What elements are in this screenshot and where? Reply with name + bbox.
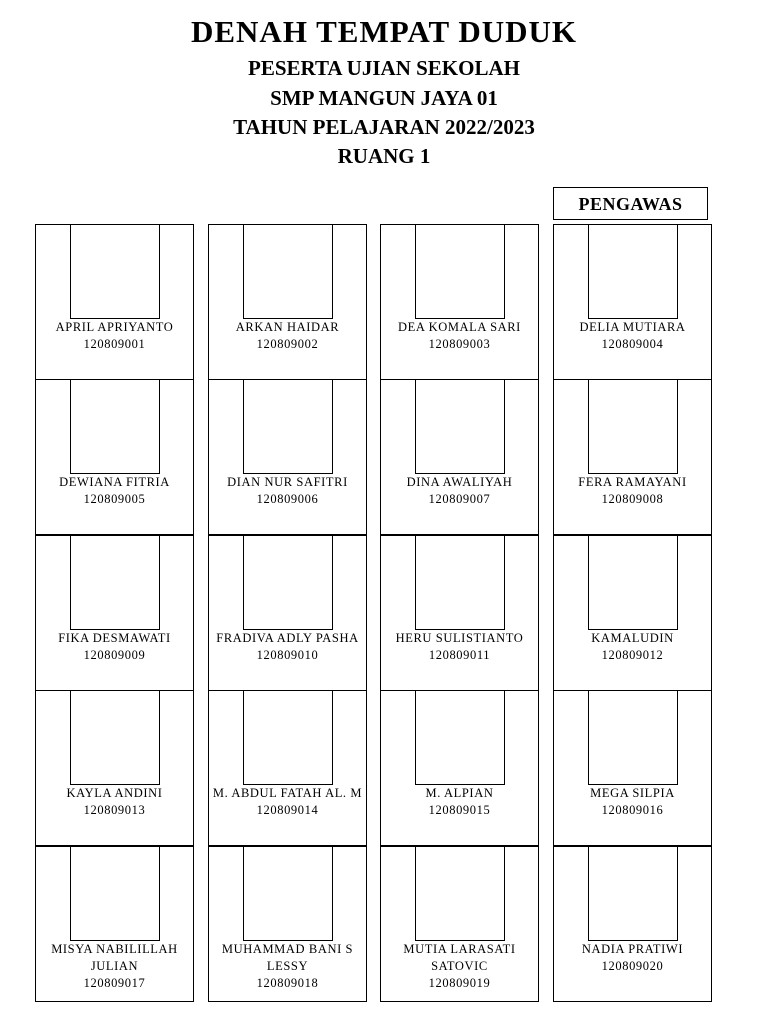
seat-cell: [35, 535, 194, 691]
photo-box: [415, 379, 505, 474]
student-id: 120809006: [256, 492, 319, 506]
seat-cell: [380, 690, 539, 846]
photo-box: [588, 690, 678, 785]
seat-cell: [208, 379, 367, 535]
student-name: MISYA NABILILLAH JULIAN: [51, 942, 178, 973]
photo-box: [415, 224, 505, 319]
seat-cell: [553, 224, 712, 380]
student-id: 120809004: [601, 337, 664, 351]
student-name: FERA RAMAYANI: [578, 475, 687, 489]
seat-cell: [380, 846, 539, 1002]
student-name-block: [211, 630, 364, 664]
seat-cell: [553, 846, 712, 1002]
photo-box: [70, 846, 160, 941]
seat-cell: [553, 535, 712, 691]
student-id: 120809005: [83, 492, 146, 506]
subtitle-school: SMP MANGUN JAYA 01: [270, 86, 498, 110]
seat-cell: [35, 690, 194, 846]
seat-cell: [380, 535, 539, 691]
student-id: 120809017: [83, 976, 146, 990]
photo-box: [243, 846, 333, 941]
seat-cell: [553, 379, 712, 535]
photo-box: [243, 535, 333, 630]
student-name-block: [211, 319, 364, 353]
student-id: 120809018: [256, 976, 319, 990]
photo-box: [415, 846, 505, 941]
photo-box: [70, 379, 160, 474]
supervisor-box: PENGAWAS: [553, 187, 708, 220]
student-name: FRADIVA ADLY PASHA: [216, 631, 359, 645]
student-name: M. ABDUL FATAH AL. M: [212, 786, 363, 800]
student-id: 120809011: [428, 648, 491, 662]
student-name: MEGA SILPIA: [590, 786, 675, 800]
student-id: 120809012: [601, 648, 664, 662]
student-name-block: [556, 474, 709, 508]
student-name-block: [211, 474, 364, 508]
student-name-block: [38, 319, 191, 353]
student-name-block: [383, 941, 536, 992]
seat-cell: [208, 535, 367, 691]
photo-box: [588, 846, 678, 941]
student-name-block: [38, 474, 191, 508]
student-name: HERU SULISTIANTO: [395, 631, 524, 645]
photo-box: [588, 379, 678, 474]
student-id: 120809001: [83, 337, 146, 351]
photo-box: [415, 535, 505, 630]
seat-cell: [35, 224, 194, 380]
seat-cell: [208, 846, 367, 1002]
seat-cell: [553, 690, 712, 846]
photo-box: [243, 224, 333, 319]
student-name: APRIL APRIYANTO: [55, 320, 174, 334]
student-id: 120809009: [83, 648, 146, 662]
student-name-block: [383, 474, 536, 508]
student-name-block: [383, 630, 536, 664]
student-name: MUHAMMAD BANI S LESSY: [221, 942, 354, 973]
page-title: DENAH TEMPAT DUDUK: [190, 14, 577, 49]
subtitle-year: TAHUN PELAJARAN 2022/2023: [233, 115, 535, 139]
student-name: DEA KOMALA SARI: [398, 320, 521, 334]
student-id: 120809020: [601, 959, 664, 973]
student-id: 120809014: [256, 803, 319, 817]
student-name: M. ALPIAN: [425, 786, 494, 800]
student-name-block: [38, 630, 191, 664]
student-name-block: [556, 941, 709, 975]
photo-box: [70, 224, 160, 319]
student-id: 120809008: [601, 492, 664, 506]
photo-box: [243, 379, 333, 474]
seat-cell: [35, 379, 194, 535]
student-name-block: [383, 319, 536, 353]
subtitle-exam: PESERTA UJIAN SEKOLAH: [248, 56, 520, 80]
student-id: 120809013: [83, 803, 146, 817]
student-name-block: [556, 319, 709, 353]
photo-box: [243, 690, 333, 785]
photo-box: [588, 224, 678, 319]
student-id: 120809019: [428, 976, 491, 990]
student-name-block: [38, 785, 191, 819]
photo-box: [588, 535, 678, 630]
student-name: ARKAN HAIDAR: [235, 320, 340, 334]
student-name: DIAN NUR SAFITRI: [227, 475, 348, 489]
student-id: 120809015: [428, 803, 491, 817]
student-name-block: [211, 785, 364, 819]
student-id: 120809007: [428, 492, 491, 506]
student-name-block: [211, 941, 364, 992]
student-name-block: [556, 630, 709, 664]
student-name-block: [383, 785, 536, 819]
subtitle-room: RUANG 1: [337, 144, 431, 168]
student-name-block: [556, 785, 709, 819]
student-id: 120809002: [256, 337, 319, 351]
student-id: 120809010: [256, 648, 319, 662]
student-name-block: [38, 941, 191, 992]
seat-cell: [208, 224, 367, 380]
student-name: FIKA DESMAWATI: [58, 631, 171, 645]
student-name: DELIA MUTIARA: [579, 320, 686, 334]
seat-cell: [35, 846, 194, 1002]
student-name: NADIA PRATIWI: [581, 942, 684, 956]
photo-box: [70, 690, 160, 785]
student-name: DINA AWALIYAH: [406, 475, 513, 489]
seat-cell: [208, 690, 367, 846]
photo-box: [70, 535, 160, 630]
student-name: MUTIA LARASATI SATOVIC: [403, 942, 516, 973]
student-id: 120809016: [601, 803, 664, 817]
student-name: DEWIANA FITRIA: [59, 475, 170, 489]
student-name: KAMALUDIN: [591, 631, 674, 645]
seat-cell: [380, 379, 539, 535]
seat-cell: [380, 224, 539, 380]
photo-box: [415, 690, 505, 785]
student-name: KAYLA ANDINI: [66, 786, 163, 800]
student-id: 120809003: [428, 337, 491, 351]
